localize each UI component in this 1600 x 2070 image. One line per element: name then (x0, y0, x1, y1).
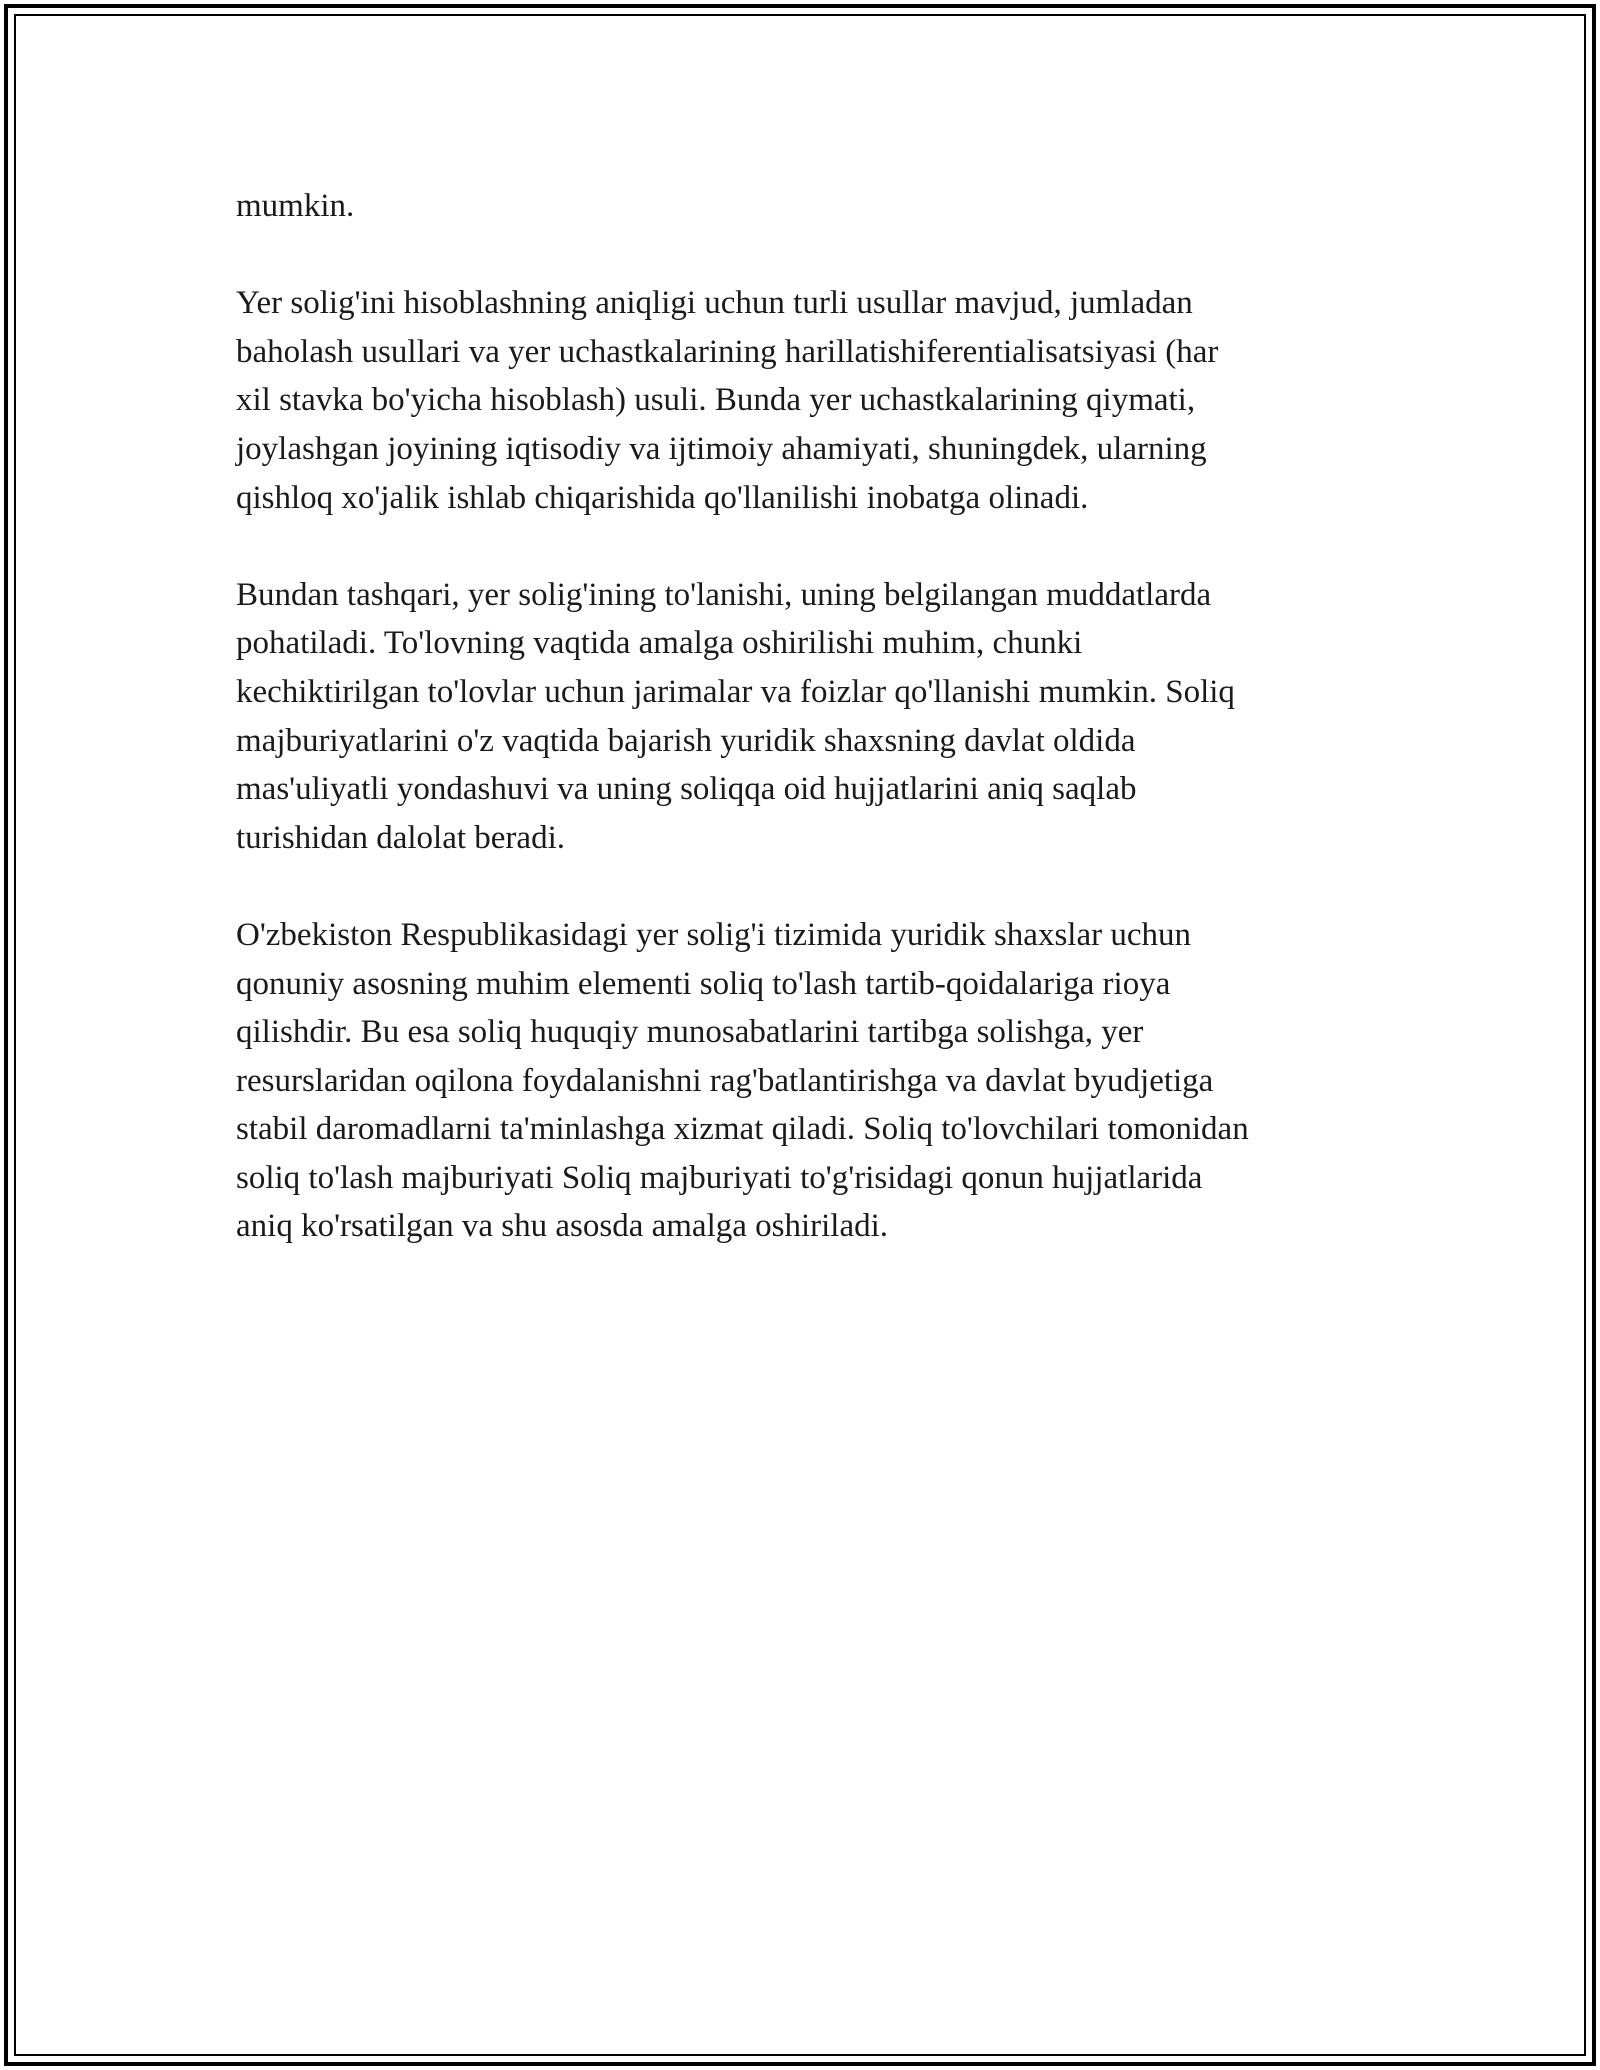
text-line: kechiktirilgan to'lovlar uchun jarimalar va foizlar qo'llanishi mumkin. Soliq (236, 673, 1235, 710)
text-line: qilishdir. Bu esa soliq huquqiy munosabatlarini tartibga solishga, yer (236, 1014, 1144, 1051)
paragraph-2 (236, 279, 1386, 522)
text-line: stabil daromadlarni ta'minlashga xizmat qiladi. Soliq to'lovchilari tomonidan (236, 1111, 1249, 1148)
text-line: turishidan dalolat beradi. (236, 819, 565, 856)
text-line: resurslaridan oqilona foydalanishni rag'batlantirishga va davlat byudjetiga (236, 1062, 1214, 1099)
text-line: Yer solig'ini hisoblashning aniqligi uchun turli usullar mavjud, jumladan (236, 285, 1193, 322)
text-line: xil stavka bo'yicha hisoblash) usuli. Bunda yer uchastkalarining qiymati, (236, 382, 1196, 419)
text-line: aniq ko'rsatilgan va shu asosda amalga oshiriladi. (236, 1208, 889, 1245)
text-line: mas'uliyatli yondashuvi va uning soliqqa oid hujjatlarini aniq saqlab (236, 771, 1137, 808)
text-line: O'zbekiston Respublikasidagi yer solig'i tizimida yuridik shaxslar uchun (236, 916, 1191, 953)
paragraph-1 (236, 182, 1386, 231)
text-line: mumkin. (236, 188, 355, 224)
document-body (236, 182, 1386, 1300)
text-line: soliq to'lash majburiyati Soliq majburiyati to'g'risidagi qonun hujjatlarida (236, 1159, 1203, 1196)
paragraph-4 (236, 911, 1386, 1251)
text-line: qonuniy asosning muhim elementi soliq to'lash tartib-qoidalariga rioya (236, 965, 1171, 1002)
text-line: majburiyatlarini o'z vaqtida bajarish yuridik shaxsning davlat oldida (236, 722, 1136, 759)
text-line: Bundan tashqari, yer solig'ining to'lanishi, uning belgilangan muddatlarda (236, 576, 1212, 613)
text-line: joylashgan joyining iqtisodiy va ijtimoiy ahamiyati, shuningdek, ularning (236, 430, 1207, 467)
text-line: qishloq xo'jalik ishlab chiqarishida qo'llanilishi inobatga olinadi. (236, 479, 1089, 516)
paragraph-3 (236, 571, 1386, 863)
text-line: pohatiladi. To'lovning vaqtida amalga oshirilishi muhim, chunki (236, 625, 1083, 662)
text-line: baholash usullari va yer uchastkalarining harillatishiferentialisatsiyasi (har (236, 333, 1219, 370)
